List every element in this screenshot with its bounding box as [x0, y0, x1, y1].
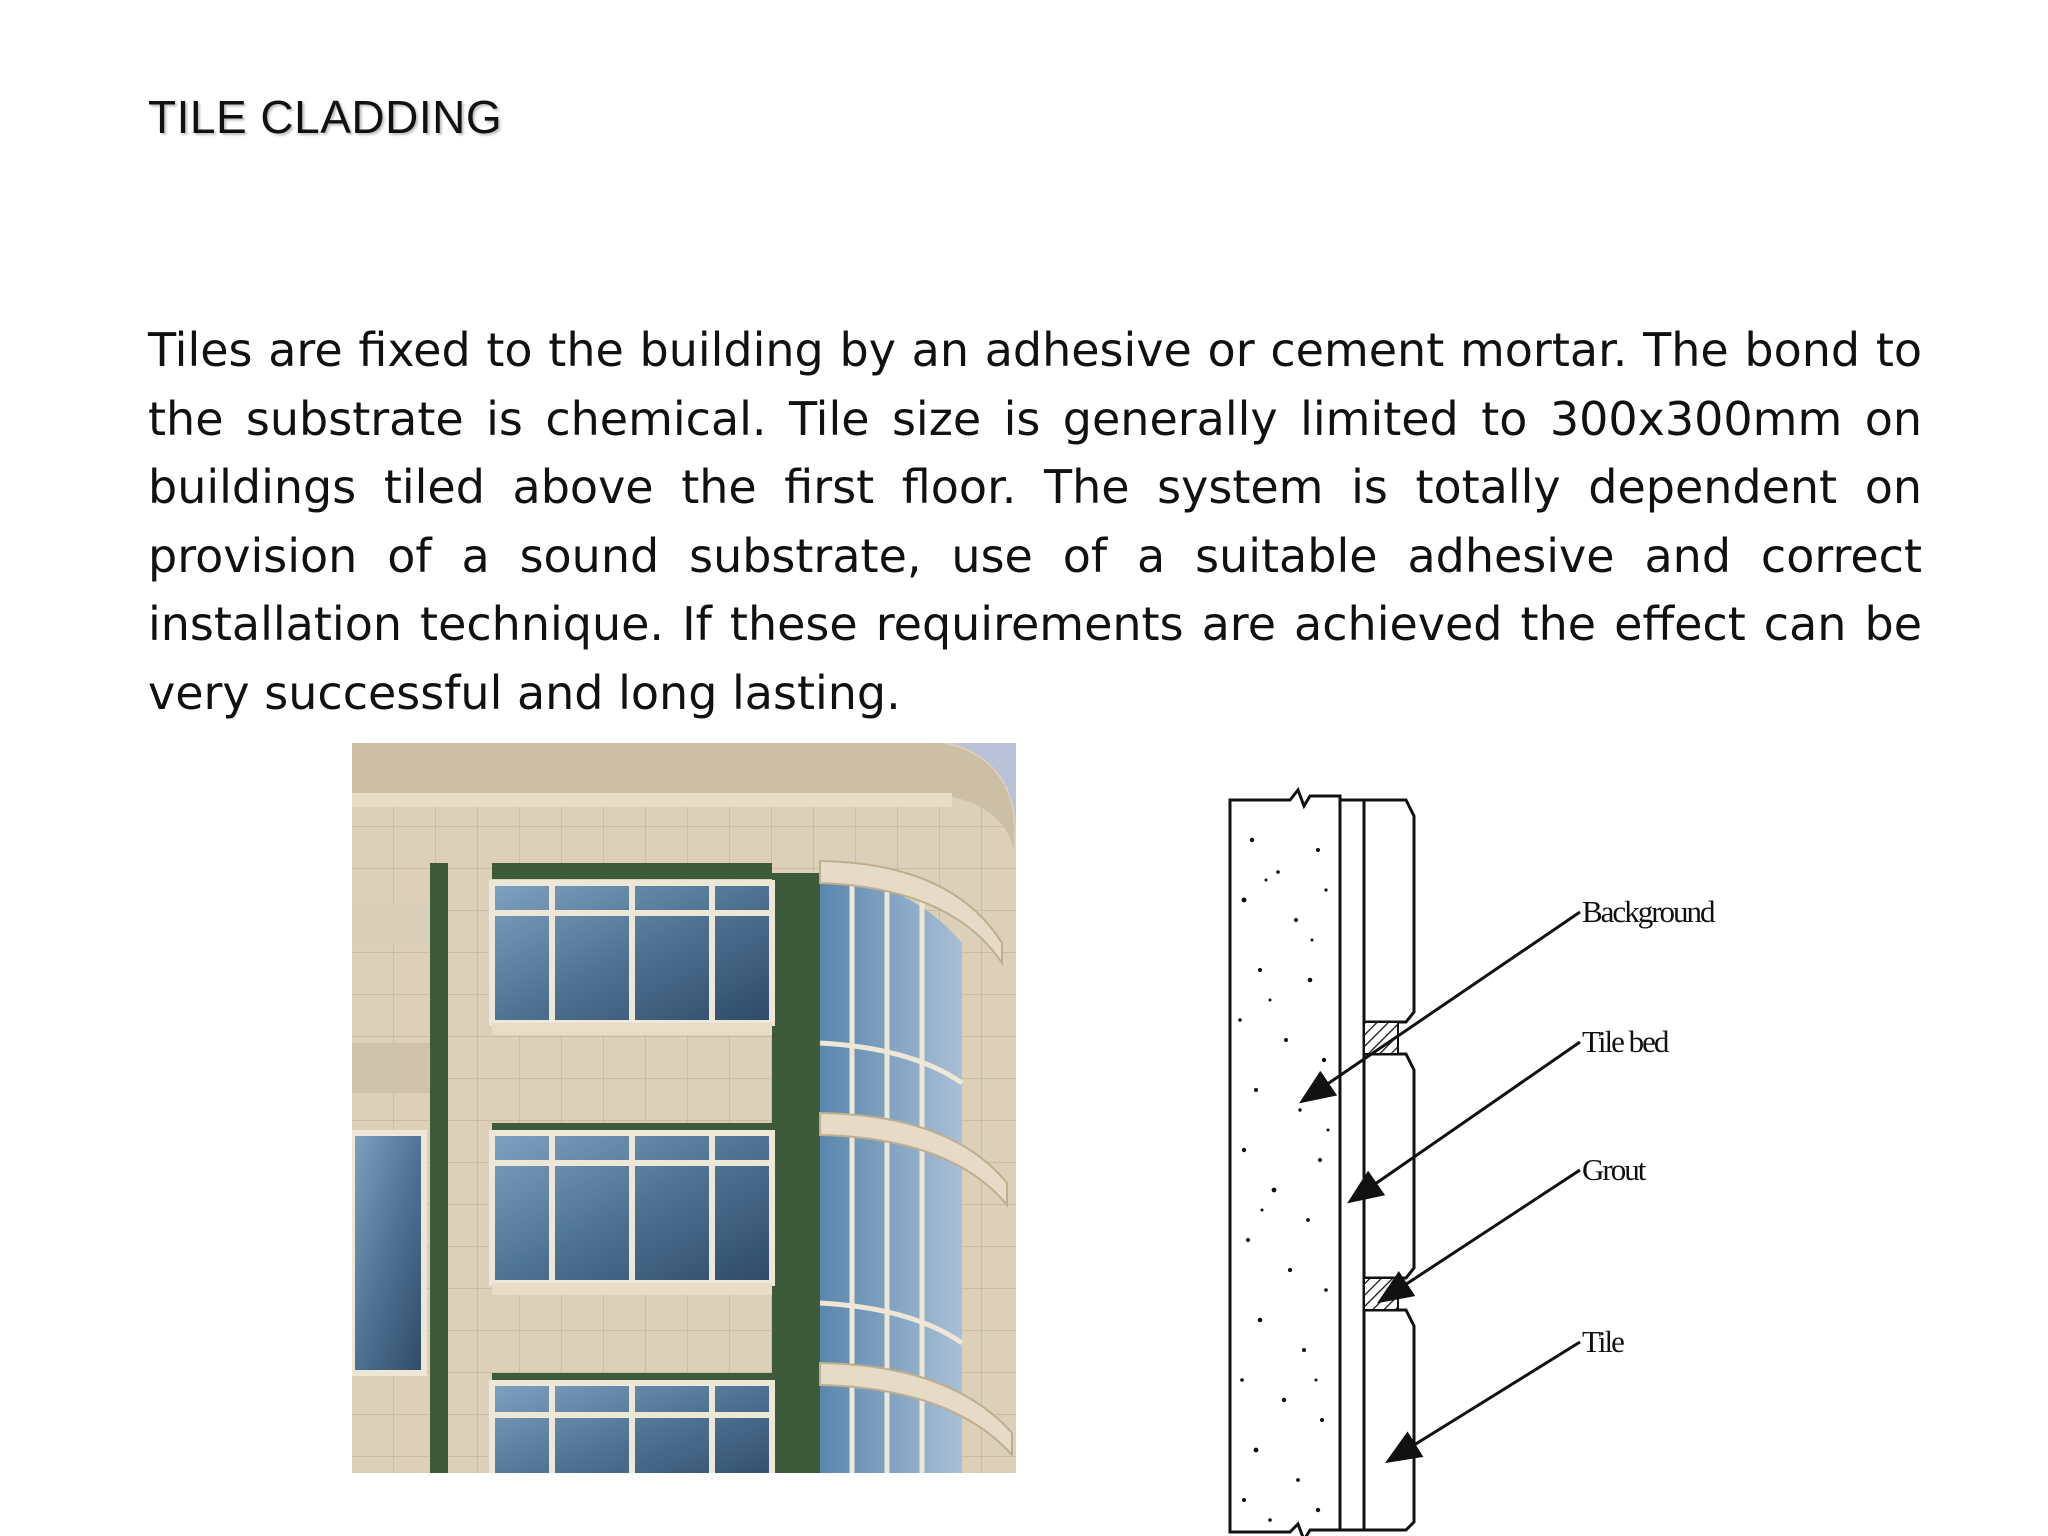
background-label: Background — [1582, 894, 1714, 929]
tile-bed-label: Tile bed — [1582, 1024, 1668, 1059]
background-layer — [1230, 790, 1340, 1536]
slide-body-text: Tiles are fixed to the building by an adhesive or cement mortar. The bond to the substrate is chemical. Tile size is generally limited to 300x300mm on buildings tiled above the first floor. The system is totally dependent on provision of a sound substrate, use of a suitable adhesive and correct installation technique. If these requirements are achieved the effect can be very successful and long lasting. — [148, 323, 1922, 720]
tile-label: Tile — [1582, 1324, 1623, 1359]
slide-title: TILE CLADDING — [148, 91, 503, 143]
tile-arrow — [1390, 1342, 1580, 1460]
tile-cladding-section-diagram — [1200, 780, 1760, 1536]
tile-layer — [1364, 800, 1414, 1530]
building-facade-photo — [352, 743, 1016, 1473]
tile-bed-layer — [1340, 800, 1364, 1530]
grout-label: Grout — [1582, 1152, 1645, 1187]
